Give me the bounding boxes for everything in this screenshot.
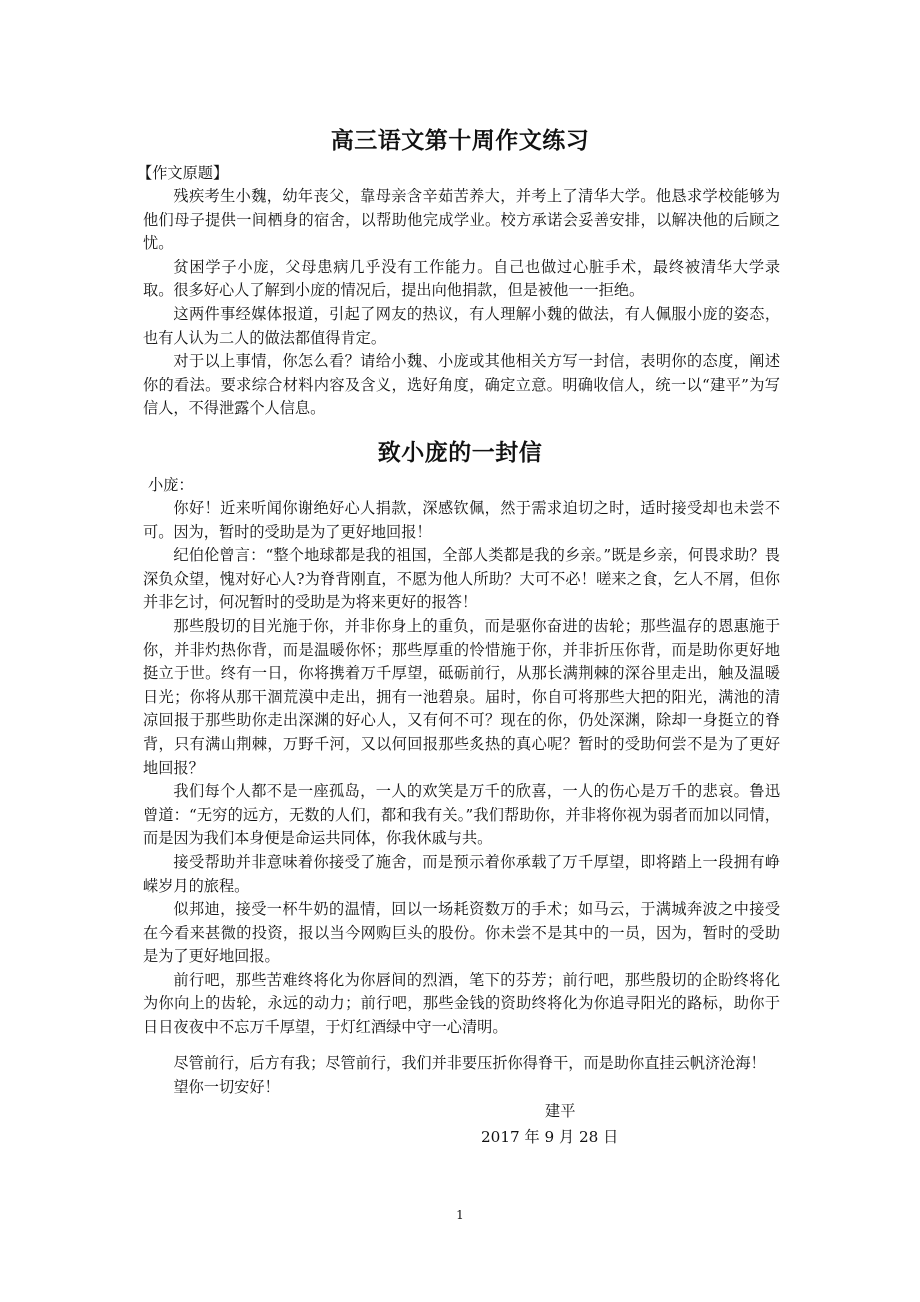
prompt-paragraph: 这两件事经媒体报道，引起了网友的热议，有人理解小魏的做法，有人佩服小庞的姿态，也有人认为二人的做法都值得肯定。 <box>143 304 780 347</box>
letter-salutation: 小庞： <box>148 476 194 494</box>
prompt-label: 【作文原题】 <box>137 164 229 182</box>
prompt-body <box>143 185 780 421</box>
letter-date: 2017 年 9 月 28 日 <box>481 1128 619 1146</box>
letter-paragraph: 接受帮助并非意味着你接受了施舍，而是预示着你承载了万千厚望，即将踏上一段拥有峥嵘岁月的旅程。 <box>143 852 780 895</box>
letter-paragraph: 你好！近来听闻你谢绝好心人捐款，深感钦佩，然于需求迫切之时，适时接受却也未尝不可。因为，暂时的受助是为了更好地回报！ <box>143 499 780 541</box>
prompt-paragraph: 贫困学子小庞，父母患病几乎没有工作能力。自己也做过心脏手术，最终被清华大学录取。很多好心人了解到小庞的情况后，提出向他捐款，但是被他一一拒绝。 <box>143 257 780 300</box>
letter-paragraph: 那些殷切的目光施于你，并非你身上的重负，而是驱你奋进的齿轮；那些温存的恩惠施于你，并非灼热你背，而是温暖你怀；那些厚重的怜惜施于你，并非折压你背，而是助你更好地挺立于世。终有一日，你将携着万千厚望，砥砺前行，从那长满荆棘的深谷里走出，触及温暖日光；你将从那干涸荒漠中走出，拥有一池碧泉。届时，你自可将那些大把的阳光，满池的清凉回报于那些助你走出深渊的好心人，又有何不可？现在的你，仍处深渊，除却一身挺立的脊背，只有满山荆棘，万野千河，又以何回报那些炙热的真心呢？暂时的受助何尝不是为了更好地回报？ <box>143 616 780 777</box>
page-number: 1 <box>456 1208 464 1222</box>
letter-paragraph: 前行吧，那些苦难终将化为你唇间的烈酒，笔下的芬芳；前行吧，那些殷切的企盼终将化为你向上的齿轮，永远的动力；前行吧，那些金钱的资助终将化为你追寻阳光的路标，助你于日日夜夜中不忘万千厚望，于灯红酒绿中守一心清明。 <box>143 970 780 1037</box>
letter-signature: 建平 <box>545 1102 576 1120</box>
letter-paragraph: 似邦迪，接受一杯牛奶的温情，回以一场耗资数万的手术；如马云，于满城奔波之中接受在今看来甚微的投资，报以当今网购巨头的股份。你未尝不是其中的一员，因为，暂时的受助是为了更好地回报。 <box>143 900 780 966</box>
prompt-paragraph: 残疾考生小魏，幼年丧父，靠母亲含辛茹苦养大，并考上了清华大学。他恳求学校能够为他们母子提供一间栖身的宿舍，以帮助他完成学业。校方承诺会妥善安排，以解决他的后顾之忧。 <box>143 187 780 253</box>
letter-body <box>143 497 780 1040</box>
letter-closing <box>143 1052 783 1099</box>
closing-line: 望你一切安好！ <box>173 1077 280 1096</box>
closing-line: 尽管前行，后方有我；尽管前行，我们并非要压折你得脊干，而是助你直挂云帆济沧海！ <box>173 1054 766 1072</box>
letter-paragraph: 纪伯伦曾言：“整个地球都是我的祖国，全部人类都是我的乡亲。”既是乡亲，何畏求助？畏深负众望，愧对好心人?为脊背刚直，不愿为他人所助？大可不必！嗟来之食，乞人不屑，但你并非乞讨，何况暂时的受助是为将来更好的报答！ <box>143 546 780 612</box>
prompt-paragraph: 对于以上事情，你怎么看？请给小魏、小庞或其他相关方写一封信，表明你的态度，阐述你的看法。要求综合材料内容及含义，选好角度，确定立意。明确收信人，统一以“建平”为写信人，不得泄露个人信息。 <box>143 352 780 418</box>
letter-title: 致小庞的一封信 <box>377 440 543 466</box>
letter-paragraph: 我们每个人都不是一座孤岛，一人的欢笑是万千的欣喜，一人的伤心是万千的悲哀。鲁迅曾道：“无穷的远方，无数的人们，都和我有关。”我们帮助你，并非将你视为弱者而加以同情，而是因为我们本身便是命运共同体，你我休戚与共。 <box>143 782 780 848</box>
document-title: 高三语文第十周作文练习 <box>330 128 590 154</box>
